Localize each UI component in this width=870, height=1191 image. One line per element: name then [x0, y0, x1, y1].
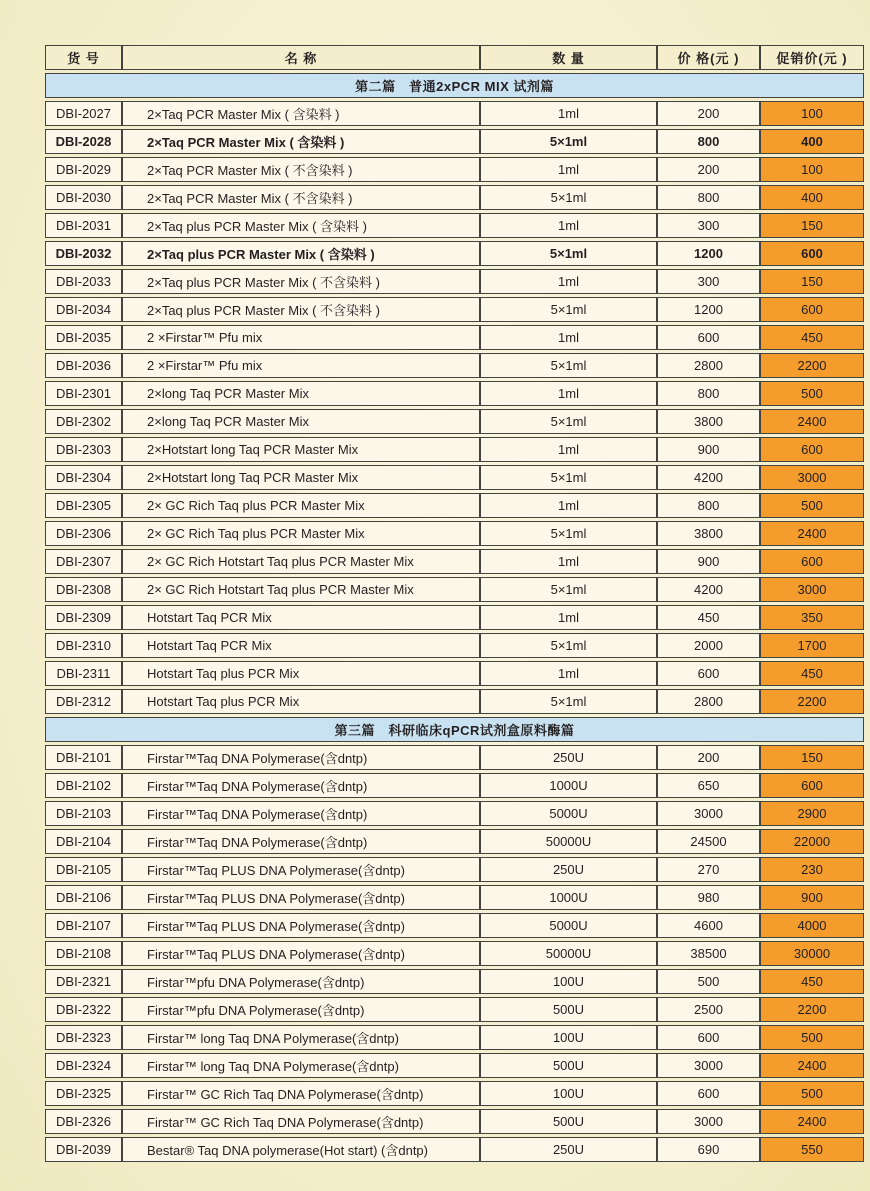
cell-code: DBI-2309	[45, 605, 122, 630]
cell-name: 2× GC Rich Hotstart Taq plus PCR Master Mix	[122, 549, 480, 574]
price-sheet	[45, 42, 864, 1165]
cell-promo: 900	[760, 885, 864, 910]
header-row	[45, 45, 864, 70]
cell-price: 3000	[657, 801, 760, 826]
cell-name: Firstar™ long Taq DNA Polymerase(含dntp)	[122, 1053, 480, 1078]
cell-promo: 450	[760, 325, 864, 350]
table-row	[45, 549, 864, 574]
cell-promo: 4000	[760, 913, 864, 938]
cell-promo: 30000	[760, 941, 864, 966]
table-row	[45, 1053, 864, 1078]
cell-name: 2× GC Rich Hotstart Taq plus PCR Master Mix	[122, 577, 480, 602]
table-row	[45, 1109, 864, 1134]
cell-promo: 230	[760, 857, 864, 882]
section-header-row	[45, 73, 864, 98]
cell-price: 200	[657, 101, 760, 126]
cell-name: 2×Taq plus PCR Master Mix ( 不含染料 )	[122, 269, 480, 294]
cell-price: 600	[657, 1025, 760, 1050]
cell-price: 600	[657, 661, 760, 686]
cell-price: 3800	[657, 521, 760, 546]
cell-code: DBI-2028	[45, 129, 122, 154]
cell-promo: 2400	[760, 409, 864, 434]
cell-price: 200	[657, 157, 760, 182]
cell-code: DBI-2303	[45, 437, 122, 462]
cell-qty: 5×1ml	[480, 129, 657, 154]
cell-code: DBI-2302	[45, 409, 122, 434]
column-header-name: 名 称	[122, 45, 480, 70]
cell-code: DBI-2306	[45, 521, 122, 546]
cell-price: 800	[657, 185, 760, 210]
cell-qty: 100U	[480, 1025, 657, 1050]
cell-code: DBI-2322	[45, 997, 122, 1022]
cell-name: 2× GC Rich Taq plus PCR Master Mix	[122, 493, 480, 518]
cell-promo: 2400	[760, 1109, 864, 1134]
cell-qty: 250U	[480, 745, 657, 770]
cell-code: DBI-2301	[45, 381, 122, 406]
cell-name: Firstar™ long Taq DNA Polymerase(含dntp)	[122, 1025, 480, 1050]
cell-promo: 2200	[760, 689, 864, 714]
cell-qty: 5×1ml	[480, 185, 657, 210]
cell-name: 2×Taq plus PCR Master Mix ( 含染料 )	[122, 213, 480, 238]
table-row	[45, 185, 864, 210]
table-row	[45, 885, 864, 910]
cell-code: DBI-2032	[45, 241, 122, 266]
cell-qty: 1ml	[480, 605, 657, 630]
cell-price: 4200	[657, 465, 760, 490]
cell-price: 1200	[657, 241, 760, 266]
cell-code: DBI-2039	[45, 1137, 122, 1162]
cell-price: 4200	[657, 577, 760, 602]
cell-code: DBI-2103	[45, 801, 122, 826]
cell-code: DBI-2324	[45, 1053, 122, 1078]
table-row	[45, 661, 864, 686]
cell-code: DBI-2030	[45, 185, 122, 210]
cell-name: 2 ×Firstar™ Pfu mix	[122, 325, 480, 350]
table-row	[45, 1081, 864, 1106]
cell-promo: 100	[760, 101, 864, 126]
cell-price: 900	[657, 437, 760, 462]
cell-code: DBI-2036	[45, 353, 122, 378]
cell-qty: 1000U	[480, 773, 657, 798]
cell-name: 2×Taq plus PCR Master Mix ( 不含染料 )	[122, 297, 480, 322]
cell-name: 2×long Taq PCR Master Mix	[122, 381, 480, 406]
cell-promo: 350	[760, 605, 864, 630]
cell-qty: 250U	[480, 857, 657, 882]
cell-price: 3000	[657, 1109, 760, 1134]
cell-name: Firstar™Taq PLUS DNA Polymerase(含dntp)	[122, 885, 480, 910]
cell-name: Firstar™Taq PLUS DNA Polymerase(含dntp)	[122, 857, 480, 882]
cell-code: DBI-2031	[45, 213, 122, 238]
table-row	[45, 101, 864, 126]
cell-name: Firstar™ GC Rich Taq DNA Polymerase(含dntp)	[122, 1081, 480, 1106]
cell-price: 2800	[657, 353, 760, 378]
cell-price: 600	[657, 1081, 760, 1106]
table-row	[45, 773, 864, 798]
cell-price: 800	[657, 381, 760, 406]
cell-promo: 600	[760, 297, 864, 322]
cell-name: Firstar™Taq DNA Polymerase(含dntp)	[122, 829, 480, 854]
cell-qty: 5000U	[480, 801, 657, 826]
table-row	[45, 269, 864, 294]
cell-promo: 500	[760, 493, 864, 518]
cell-price: 900	[657, 549, 760, 574]
column-header-promo: 促销价(元 )	[760, 45, 864, 70]
cell-qty: 1000U	[480, 885, 657, 910]
table-row	[45, 241, 864, 266]
cell-promo: 2400	[760, 1053, 864, 1078]
cell-name: Firstar™pfu DNA Polymerase(含dntp)	[122, 997, 480, 1022]
cell-qty: 1ml	[480, 213, 657, 238]
table-row	[45, 941, 864, 966]
cell-qty: 5×1ml	[480, 689, 657, 714]
table-row	[45, 129, 864, 154]
cell-price: 690	[657, 1137, 760, 1162]
section-title: 第三篇 科研临床qPCR试剂盒原料酶篇	[45, 717, 864, 742]
cell-qty: 100U	[480, 1081, 657, 1106]
cell-qty: 1ml	[480, 381, 657, 406]
cell-promo: 22000	[760, 829, 864, 854]
table-row	[45, 157, 864, 182]
cell-promo: 600	[760, 437, 864, 462]
table-row	[45, 521, 864, 546]
cell-price: 200	[657, 745, 760, 770]
table-row	[45, 213, 864, 238]
cell-name: Hotstart Taq plus PCR Mix	[122, 689, 480, 714]
table-row	[45, 969, 864, 994]
cell-promo: 1700	[760, 633, 864, 658]
cell-promo: 450	[760, 969, 864, 994]
price-table-body	[45, 73, 864, 1162]
cell-price: 38500	[657, 941, 760, 966]
cell-code: DBI-2323	[45, 1025, 122, 1050]
cell-code: DBI-2107	[45, 913, 122, 938]
cell-promo: 2200	[760, 997, 864, 1022]
cell-name: Firstar™ GC Rich Taq DNA Polymerase(含dntp)	[122, 1109, 480, 1134]
table-row	[45, 857, 864, 882]
table-row	[45, 381, 864, 406]
section-header-row	[45, 717, 864, 742]
cell-code: DBI-2108	[45, 941, 122, 966]
cell-qty: 250U	[480, 1137, 657, 1162]
cell-name: Firstar™Taq DNA Polymerase(含dntp)	[122, 773, 480, 798]
cell-qty: 1ml	[480, 549, 657, 574]
cell-price: 1200	[657, 297, 760, 322]
cell-promo: 600	[760, 773, 864, 798]
cell-qty: 1ml	[480, 325, 657, 350]
cell-price: 600	[657, 325, 760, 350]
cell-code: DBI-2033	[45, 269, 122, 294]
cell-qty: 500U	[480, 1109, 657, 1134]
cell-code: DBI-2326	[45, 1109, 122, 1134]
table-row	[45, 577, 864, 602]
table-row	[45, 353, 864, 378]
cell-code: DBI-2305	[45, 493, 122, 518]
cell-name: 2×Taq PCR Master Mix ( 不含染料 )	[122, 157, 480, 182]
table-row	[45, 1025, 864, 1050]
cell-promo: 2400	[760, 521, 864, 546]
cell-code: DBI-2035	[45, 325, 122, 350]
column-header-code: 货 号	[45, 45, 122, 70]
column-header-qty: 数 量	[480, 45, 657, 70]
cell-qty: 5×1ml	[480, 577, 657, 602]
table-row	[45, 745, 864, 770]
cell-name: 2×Taq PCR Master Mix ( 不含染料 )	[122, 185, 480, 210]
cell-name: 2×Taq plus PCR Master Mix ( 含染料 )	[122, 241, 480, 266]
cell-promo: 500	[760, 1081, 864, 1106]
table-row	[45, 297, 864, 322]
cell-price: 800	[657, 493, 760, 518]
cell-price: 2000	[657, 633, 760, 658]
cell-qty: 5×1ml	[480, 241, 657, 266]
table-row	[45, 689, 864, 714]
table-row	[45, 605, 864, 630]
section-title: 第二篇 普通2xPCR MIX 试剂篇	[45, 73, 864, 98]
cell-promo: 400	[760, 129, 864, 154]
cell-price: 24500	[657, 829, 760, 854]
cell-qty: 5×1ml	[480, 465, 657, 490]
cell-qty: 1ml	[480, 157, 657, 182]
cell-qty: 5×1ml	[480, 633, 657, 658]
cell-code: DBI-2304	[45, 465, 122, 490]
cell-promo: 150	[760, 213, 864, 238]
table-row	[45, 1137, 864, 1162]
cell-promo: 2200	[760, 353, 864, 378]
cell-price: 3800	[657, 409, 760, 434]
cell-qty: 5×1ml	[480, 297, 657, 322]
table-row	[45, 801, 864, 826]
cell-code: DBI-2104	[45, 829, 122, 854]
cell-price: 450	[657, 605, 760, 630]
cell-price: 3000	[657, 1053, 760, 1078]
cell-promo: 150	[760, 745, 864, 770]
table-row	[45, 409, 864, 434]
cell-qty: 1ml	[480, 493, 657, 518]
table-row	[45, 465, 864, 490]
table-row	[45, 997, 864, 1022]
cell-name: Firstar™pfu DNA Polymerase(含dntp)	[122, 969, 480, 994]
cell-name: Firstar™Taq DNA Polymerase(含dntp)	[122, 801, 480, 826]
price-table-header	[45, 45, 864, 70]
cell-name: Firstar™Taq PLUS DNA Polymerase(含dntp)	[122, 913, 480, 938]
cell-price: 270	[657, 857, 760, 882]
cell-price: 500	[657, 969, 760, 994]
cell-price: 2500	[657, 997, 760, 1022]
cell-price: 300	[657, 213, 760, 238]
cell-code: DBI-2325	[45, 1081, 122, 1106]
cell-qty: 1ml	[480, 269, 657, 294]
table-row	[45, 913, 864, 938]
table-row	[45, 493, 864, 518]
cell-qty: 5×1ml	[480, 409, 657, 434]
cell-name: Hotstart Taq PCR Mix	[122, 605, 480, 630]
cell-qty: 1ml	[480, 661, 657, 686]
cell-price: 980	[657, 885, 760, 910]
cell-code: DBI-2101	[45, 745, 122, 770]
cell-qty: 5×1ml	[480, 521, 657, 546]
cell-promo: 3000	[760, 465, 864, 490]
cell-qty: 50000U	[480, 829, 657, 854]
cell-code: DBI-2034	[45, 297, 122, 322]
cell-promo: 500	[760, 381, 864, 406]
cell-promo: 450	[760, 661, 864, 686]
cell-name: Hotstart Taq plus PCR Mix	[122, 661, 480, 686]
cell-name: 2 ×Firstar™ Pfu mix	[122, 353, 480, 378]
cell-promo: 600	[760, 549, 864, 574]
cell-qty: 1ml	[480, 101, 657, 126]
column-header-price: 价 格(元 )	[657, 45, 760, 70]
cell-code: DBI-2311	[45, 661, 122, 686]
cell-qty: 50000U	[480, 941, 657, 966]
cell-name: 2×Hotstart long Taq PCR Master Mix	[122, 437, 480, 462]
cell-name: 2×Taq PCR Master Mix ( 含染料 )	[122, 101, 480, 126]
cell-code: DBI-2307	[45, 549, 122, 574]
cell-promo: 150	[760, 269, 864, 294]
cell-qty: 100U	[480, 969, 657, 994]
cell-code: DBI-2308	[45, 577, 122, 602]
cell-qty: 1ml	[480, 437, 657, 462]
cell-qty: 500U	[480, 1053, 657, 1078]
cell-name: Firstar™Taq DNA Polymerase(含dntp)	[122, 745, 480, 770]
table-row	[45, 437, 864, 462]
cell-name: Hotstart Taq PCR Mix	[122, 633, 480, 658]
cell-promo: 500	[760, 1025, 864, 1050]
cell-code: DBI-2029	[45, 157, 122, 182]
price-table	[45, 42, 864, 1165]
cell-code: DBI-2310	[45, 633, 122, 658]
cell-promo: 3000	[760, 577, 864, 602]
cell-price: 300	[657, 269, 760, 294]
cell-name: Firstar™Taq PLUS DNA Polymerase(含dntp)	[122, 941, 480, 966]
cell-price: 4600	[657, 913, 760, 938]
cell-price: 800	[657, 129, 760, 154]
cell-name: Bestar® Taq DNA polymerase(Hot start) (含dntp)	[122, 1137, 480, 1162]
cell-code: DBI-2102	[45, 773, 122, 798]
cell-qty: 500U	[480, 997, 657, 1022]
cell-promo: 100	[760, 157, 864, 182]
cell-name: 2×Hotstart long Taq PCR Master Mix	[122, 465, 480, 490]
cell-qty: 5×1ml	[480, 353, 657, 378]
table-row	[45, 325, 864, 350]
cell-code: DBI-2105	[45, 857, 122, 882]
cell-code: DBI-2312	[45, 689, 122, 714]
cell-promo: 550	[760, 1137, 864, 1162]
table-row	[45, 633, 864, 658]
cell-name: 2×Taq PCR Master Mix ( 含染料 )	[122, 129, 480, 154]
cell-promo: 400	[760, 185, 864, 210]
cell-promo: 600	[760, 241, 864, 266]
cell-code: DBI-2106	[45, 885, 122, 910]
cell-price: 650	[657, 773, 760, 798]
cell-name: 2×long Taq PCR Master Mix	[122, 409, 480, 434]
cell-price: 2800	[657, 689, 760, 714]
cell-qty: 5000U	[480, 913, 657, 938]
cell-code: DBI-2321	[45, 969, 122, 994]
cell-code: DBI-2027	[45, 101, 122, 126]
cell-promo: 2900	[760, 801, 864, 826]
table-row	[45, 829, 864, 854]
cell-name: 2× GC Rich Taq plus PCR Master Mix	[122, 521, 480, 546]
